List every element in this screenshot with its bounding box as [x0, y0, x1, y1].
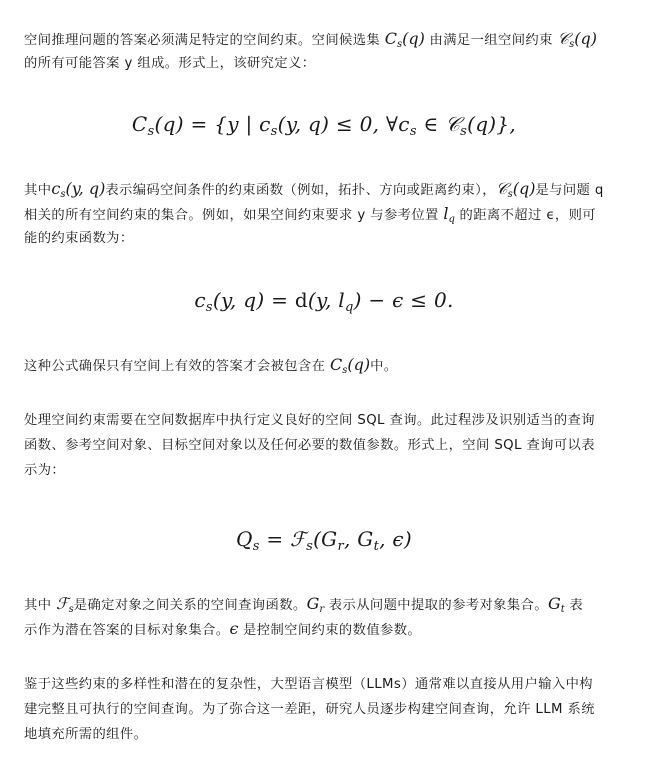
paragraph-line: 的所有可能答案 y 组成。形式上，该研究定义：: [24, 56, 316, 71]
text-run: 表示从问题中提取的参考对象集合。: [324, 598, 548, 613]
paragraph-line: 鉴于这些约束的多样性和潜在的复杂性，大型语言模型（LLMs）通常难以直接从用户输入中构: [24, 677, 593, 692]
paragraph-line: [24, 176, 624, 201]
paragraph-line: 能的约束函数为：: [24, 231, 134, 246]
equation-spatial-query: $Q_s$ = $ℱ_s(G_r$, $G_t$, ϵ): [235, 527, 413, 554]
text-run: 其中: [24, 183, 52, 198]
text-run: 表: [564, 598, 584, 613]
paragraph-query-components: [24, 591, 624, 641]
equation-candidate-set: $C_s(q) = \{y$ | $c_s(y$, q) ≤ 0, $\forall c_s$ ∈ 𝒞$_s$(q)},: [131, 112, 517, 139]
text-run: 是控制空间约束的数值参数。: [238, 623, 422, 638]
paragraph-line: 示为：: [24, 463, 66, 478]
text-run: 是确定对象之间关系的空间查询函数。: [73, 598, 307, 613]
paragraph-validity: [24, 352, 624, 377]
math-symbol-candidate-set: $C_s(q)$: [329, 355, 371, 376]
paragraph-line: [24, 616, 624, 641]
text-run: 这种公式确保只有空间上有效的答案才会被包含在: [24, 359, 330, 374]
math-symbol-constraint-set: 𝒞$_s$(q): [495, 179, 536, 200]
paragraph-line: 处理空间约束需要在空间数据库中执行定义良好的空间 SQL 查询。此过程涉及识别适当的查询: [24, 413, 595, 428]
paragraph-line: 函数、参考空间对象、目标空间对象以及任何必要的数值参数。形式上，空间 SQL 查询可以表: [24, 438, 595, 453]
paragraph-line: [24, 201, 624, 226]
text-run: 由满足一组空间约束: [429, 33, 558, 48]
text-run: 的距离不超过 ϵ，则可: [454, 208, 596, 223]
equation-constraint-function: $c_s(y$, q) = d(y, $l_q) - \epsilon \le 0$.: [194, 288, 454, 315]
text-run: 其中: [24, 598, 57, 613]
paragraph-llm-motivation: [24, 672, 624, 747]
math-symbol-candidate-set: $C_s(q)$: [384, 29, 425, 50]
text-run: 示作为潜在答案的目标对象集合。: [24, 623, 230, 638]
math-symbol-target-objects: $G_t$: [547, 594, 565, 615]
math-symbol-constraint-function: $c_s(y$, q): [51, 179, 106, 200]
paragraph-line: [24, 591, 624, 616]
paragraph-constraint-function: [24, 176, 624, 251]
paragraph-line: 建完整且可执行的空间查询。为了弥合这一差距，研究人员逐步构建空间查询，允许 LLM 系统: [24, 702, 595, 717]
math-symbol-reference-objects: $G_r$: [306, 594, 325, 615]
paragraph-line: 地填充所需的组件。: [24, 727, 148, 742]
text-run: 表示编码空间条件的约束函数（例如，拓扑、方向或距离约束），: [105, 183, 496, 198]
math-symbol-query-function: ℱ$_s$: [56, 594, 74, 615]
paragraph-line: [24, 26, 624, 51]
math-symbol-epsilon: ϵ: [229, 619, 239, 638]
paragraph-candidate-set: [24, 26, 624, 76]
math-symbol-constraint-set: 𝒞$_s$(q): [557, 29, 597, 50]
paragraph-spatial-sql: [24, 408, 624, 483]
text-run: 中。: [370, 359, 398, 374]
paragraph-line: [24, 352, 624, 377]
math-symbol-reference-location: $l_q$: [443, 204, 455, 225]
text-run: 空间推理问题的答案必须满足特定的空间约束。空间候选集: [24, 33, 385, 48]
text-run: 相关的所有空间约束的集合。例如，如果空间约束要求 y 与参考位置: [24, 208, 444, 223]
text-run: 是与问题 q: [535, 183, 604, 198]
